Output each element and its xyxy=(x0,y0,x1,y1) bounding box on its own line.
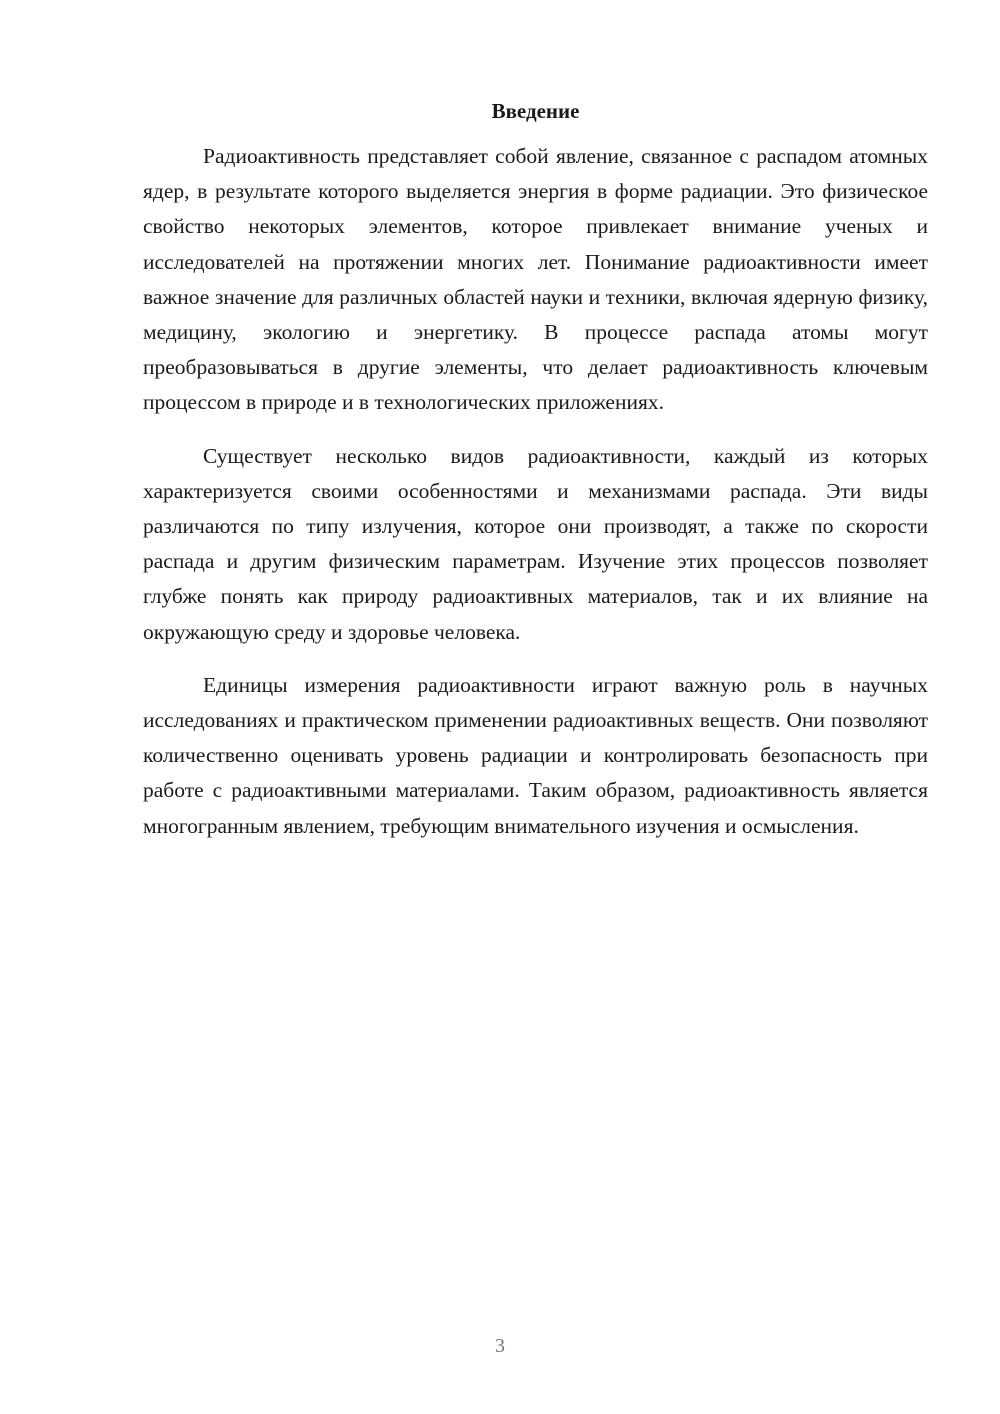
page-content xyxy=(143,95,928,862)
paragraph-3: Единицы измерения радиоактивности играют важную роль в научных исследованиях и практическом применении радиоактивных веществ. Они позволяют количественно оценивать уровень радиации и контролировать безопасность при работе с радиоактивными материалами. Таким образом, радиоактивность является многогранным явлением, требующим внимательного изучения и осмысления. xyxy=(143,672,928,838)
page-number: 3 xyxy=(495,1335,505,1357)
paragraph-1: Радиоактивность представляет собой явление, связанное с распадом атомных ядер, в результате которого выделяется энергия в форме радиации. Это физическое свойство некоторых элементов, которое привлекает внимание ученых и исследователей на протяжении многих лет. Понимание радиоактивности имеет важное значение для различных областей науки и техники, включая ядерную физику, медицину, экологию и энергетику. В процессе распада атомы могут преобразовываться в другие элементы, что делает радиоактивность ключевым процессом в природе и в технологических приложениях. xyxy=(143,144,928,415)
section-title: Введение xyxy=(491,99,580,123)
paragraph-2: Существует несколько видов радиоактивности, каждый из которых характеризуется своими особенностями и механизмами распада. Эти виды различаются по типу излучения, которое они производят, а также по скорости распада и другим физическим параметрам. Изучение этих процессов позволяет глубже понять как природу радиоактивных материалов, так и их влияние на окружающую среду и здоровье человека. xyxy=(143,443,928,644)
